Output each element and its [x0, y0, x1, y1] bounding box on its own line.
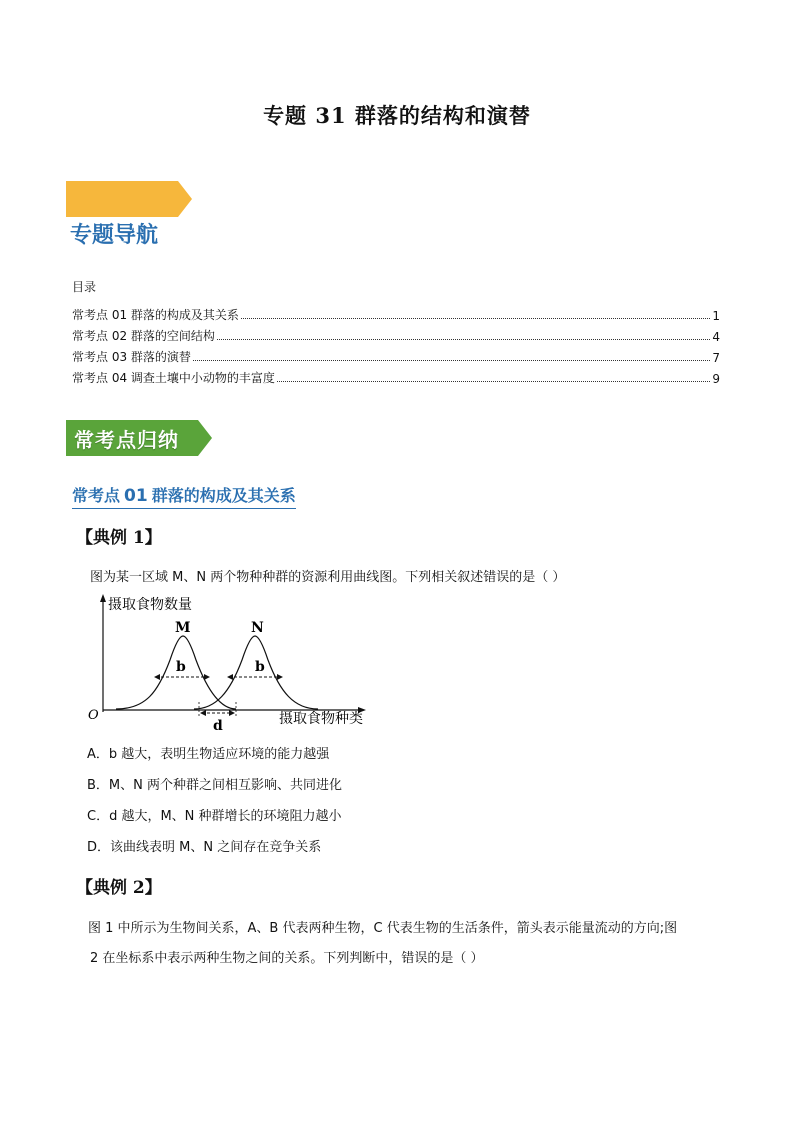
summary-heading: 常考点归纳 — [74, 428, 179, 452]
resource-utilization-figure — [86, 592, 376, 732]
section-name: 群落的构成及其关系 — [151, 486, 296, 505]
toc-item-page: 9 — [712, 372, 720, 386]
arrow-head — [200, 710, 206, 716]
toc-item[interactable] — [72, 344, 720, 365]
section-title — [72, 483, 296, 509]
nav-heading: 专题导航 — [70, 223, 159, 248]
width-label-m: b — [176, 659, 186, 675]
section-number: 01 — [124, 486, 148, 506]
toc-item-label: 常考点 03 群落的演替 — [72, 350, 191, 364]
section-prefix: 常考点 — [72, 486, 121, 505]
y-axis-arrow — [100, 594, 106, 602]
toc-leader — [217, 339, 710, 340]
width-label-n: b — [255, 659, 265, 675]
example-1-question: 图为某一区域 M、N 两个物种种群的资源利用曲线图。下列相关叙述错误的是（ ） — [90, 570, 566, 585]
example-2-line-2: 2 在坐标系中表示两种生物之间的关系。下列判断中，错误的是（ ） — [90, 951, 484, 966]
toc-item-label: 常考点 02 群落的空间结构 — [72, 329, 215, 343]
curve-n-label: N — [251, 620, 264, 636]
arrow-head — [229, 710, 235, 716]
toc-leader — [241, 318, 710, 319]
arrow-head — [204, 674, 210, 680]
toc-item-label: 常考点 04 调查土壤中小动物的丰富度 — [72, 371, 275, 385]
toc-leader — [277, 381, 710, 382]
toc-item-page: 7 — [712, 351, 720, 365]
toc-item[interactable] — [72, 323, 720, 344]
toc-item-page: 1 — [712, 309, 720, 323]
nav-banner-shape — [66, 181, 192, 217]
x-axis-label: 摄取食物种类 — [279, 711, 363, 727]
option-d[interactable]: D．该曲线表明 M、N 之间存在竞争关系 — [87, 840, 322, 855]
toc-item[interactable] — [72, 302, 720, 323]
toc-item-page: 4 — [712, 330, 720, 344]
origin-label: O — [88, 708, 99, 723]
toc-heading: 目录 — [72, 280, 97, 294]
arrow-head — [277, 674, 283, 680]
page-title: 专题 31 群落的结构和演替 — [263, 103, 531, 128]
example-1-heading: 【典例 1】 — [76, 528, 162, 548]
example-2-heading: 【典例 2】 — [76, 878, 162, 898]
option-b[interactable]: B．M、N 两个种群之间相互影响、共同进化 — [87, 778, 342, 793]
option-c[interactable]: C．d 越大，M、N 种群增长的环境阻力越小 — [87, 809, 342, 824]
curve-m-label: M — [175, 620, 191, 636]
example-2-line-1: 图 1 中所示为生物间关系，A、B 代表两种生物，C 代表生物的生活条件，箭头表示能量流动的方向;图 — [88, 921, 678, 936]
toc-item[interactable] — [72, 365, 720, 386]
option-a[interactable]: A．b 越大，表明生物适应环境的能力越强 — [87, 747, 330, 762]
toc-leader — [193, 360, 710, 361]
toc-item-label: 常考点 01 群落的构成及其关系 — [72, 308, 239, 322]
arrow-head — [227, 674, 233, 680]
arrow-head — [154, 674, 160, 680]
table-of-contents — [72, 302, 720, 386]
y-axis-label: 摄取食物数量 — [108, 597, 192, 613]
overlap-label: d — [213, 718, 223, 732]
